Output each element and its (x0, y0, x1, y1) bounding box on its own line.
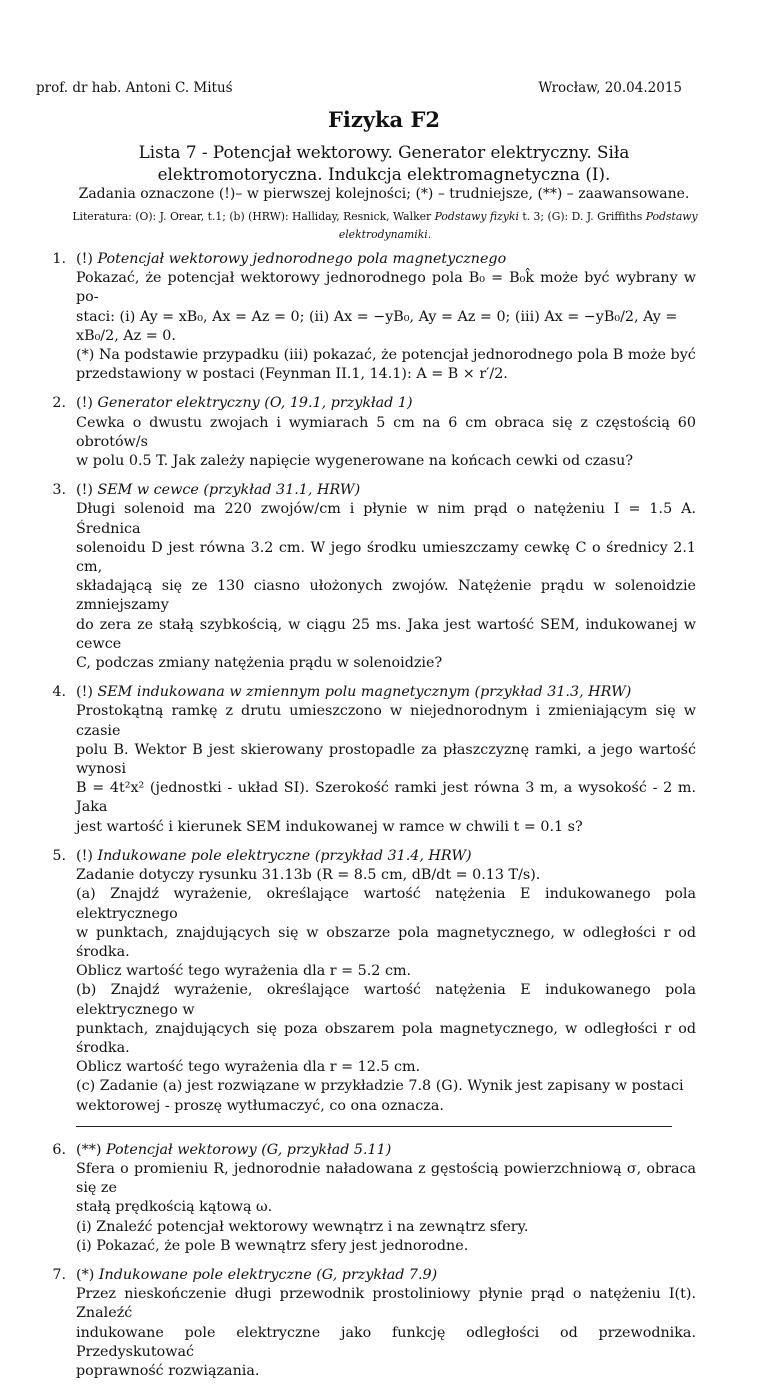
literature-book-2: Podstawy elektrodynamiki (338, 210, 698, 241)
task-text-line: polu B. Wektor B jest skierowany prostopadle za płaszczyznę ramki, a jego wartość wynosi (76, 741, 696, 778)
task-text-line: xB₀/2, Az = 0. (76, 327, 176, 344)
task-number: 7. (52, 1266, 66, 1283)
task-title: SEM indukowana w zmiennym polu magnetycznym (przykład 31.3, HRW) (97, 684, 632, 701)
task-text-line: w punktach, znajdujących się w obszarze pola magnetycznego, w odległości r od środka. (76, 924, 696, 960)
task-list (36, 250, 696, 1391)
task-item (36, 683, 696, 837)
task-text-line: indukowane pole elektryczne jako funkcję odległości od przewodnika. Przedyskutować (76, 1324, 696, 1360)
task-heading (76, 394, 696, 413)
task-number: 6. (52, 1141, 66, 1158)
task-item (36, 250, 696, 384)
task-text-line: Sfera o promieniu R, jednorodnie naładowana z gęstością powierzchniową σ, obraca się ze (76, 1160, 696, 1197)
task-text-line: Cewka o dwustu zwojach i wymiarach 5 cm na 6 cm obraca się z częstością 60 obrotów/s (76, 414, 696, 450)
task-text-line: C, podczas zmiany natężenia prądu w solenoidzie? (76, 655, 443, 672)
task-title: SEM w cewce (przykład 31.1, HRW) (97, 482, 361, 499)
task-difficulty-mark: (!) (76, 395, 93, 412)
course-title: Fizyka F2 (327, 107, 440, 132)
task-title: Indukowane pole elektryczne (G, przykład 7.9) (98, 1266, 438, 1283)
task-item (36, 481, 696, 673)
task-title: Generator elektryczny (O, 19.1, przykład 1) (97, 395, 413, 412)
difficulty-legend: Zadania oznaczone (!)– w pierwszej kolejności; (*) – trudniejsze, (**) – zaawansowane. (78, 186, 690, 202)
task-difficulty-mark: (**) (76, 1141, 102, 1158)
task-number: 5. (52, 847, 66, 864)
task-text-line: poprawność rozwiązania. (76, 1362, 260, 1379)
task-text-line: stałą prędkością kątową ω. (76, 1199, 273, 1216)
task-heading (76, 1141, 696, 1160)
literature-book-1: Podstawy fizyki (434, 210, 519, 223)
subtitle-line-2: elektromotoryczna. Indukcja elektromagnetyczna (I). (157, 164, 611, 184)
task-number: 3. (52, 482, 66, 499)
literature-text-1: Literatura: (O): J. Orear, t.1; (b) (HRW): Halliday, Resnick, Walker (72, 210, 435, 223)
task-heading (76, 1266, 696, 1285)
task-number: 2. (52, 395, 66, 412)
task-heading (76, 847, 696, 866)
list-subtitle (110, 141, 658, 185)
task-text-line: (i) Pokazać, że pole B wewnątrz sfery jest jednorodne. (76, 1237, 469, 1254)
task-title: Potencjał wektorowy (G, przykład 5.11) (106, 1141, 392, 1158)
task-item (36, 394, 696, 471)
section-divider (76, 1126, 672, 1127)
task-title: Indukowane pole elektryczne (przykład 31.4, HRW) (97, 847, 472, 864)
task-difficulty-mark: (!) (76, 482, 93, 499)
task-text-line: punktach, znajdujących się poza obszarem pola magnetycznego, w odległości r od środka. (76, 1020, 696, 1056)
task-text-line: Oblicz wartość tego wyrażenia dla r = 5.2 cm. (76, 963, 412, 980)
task-number: 4. (52, 684, 66, 701)
task-heading (76, 250, 696, 269)
task-text-line: Prostokątną ramkę z drutu umieszczono w niejednorodnym i zmieniającym się w czasie (76, 703, 696, 739)
task-item (36, 847, 696, 1116)
task-text-line: B = 4t²x² (jednostki - układ SI). Szerokość ramki jest równa 3 m, a wysokość - 2 m. Jaka (76, 780, 696, 816)
literature-note (60, 208, 710, 244)
task-text-line: (c) Zadanie (a) jest rozwiązane w przykładzie 7.8 (G). Wynik jest zapisany w postaci (76, 1078, 684, 1095)
task-difficulty-mark: (*) (76, 1266, 95, 1283)
literature-text-2: t. 3; (G): D. J. Griffiths (518, 210, 646, 223)
task-item (36, 1266, 696, 1381)
task-text-line: staci: (i) Ay = xB₀, Ax = Az = 0; (ii) Ax = −yB₀, Ay = Az = 0; (iii) Ax = −yB₀/2, Ay = (76, 308, 678, 325)
task-text-line: składającą się ze 130 ciasno ułożonych zwojów. Natężenie prądu w solenoidzie zmniejszamy (76, 578, 696, 614)
literature-text-3: . (427, 228, 432, 241)
task-text-line: Oblicz wartość tego wyrażenia dla r = 12.5 cm. (76, 1059, 421, 1076)
task-text-line: solenoidu D jest równa 3.2 cm. W jego środku umieszczamy cewkę C o średnicy 2.1 cm, (76, 539, 696, 576)
subtitle-line-1: Lista 7 - Potencjał wektorowy. Generator elektryczny. Siła (138, 142, 630, 162)
task-text-line: (a) Znajdź wyrażenie, określające wartość natężenia E indukowanego pola elektrycznego (76, 886, 696, 922)
task-difficulty-mark: (!) (76, 847, 93, 864)
task-title: Potencjał wektorowy jednorodnego pola magnetycznego (97, 251, 507, 267)
task-text-line: (*) Na podstawie przypadku (iii) pokazać, że potencjał jednorodnego pola B może być (76, 347, 696, 364)
task-text-line: przedstawiony w postaci (Feynman II.1, 14.1): A = B × r′/2. (76, 366, 508, 383)
task-heading (76, 683, 696, 702)
task-text-line: w polu 0.5 T. Jak zależy napięcie wygenerowane na końcach cewki od czasu? (76, 453, 633, 470)
task-text-line: Długi solenoid ma 220 zwojów/cm i płynie w nim prąd o natężeniu I = 1.5 A. Średnica (76, 501, 696, 537)
task-text-line: (b) Znajdź wyrażenie, określające wartość natężenia E indukowanego pola elektrycznego w (76, 982, 696, 1018)
author-name: prof. dr hab. Antoni C. Mituś (36, 80, 233, 96)
task-text-line: Zadanie dotyczy rysunku 31.13b (R = 8.5 cm, dB/dt = 0.13 T/s). (76, 867, 541, 884)
task-item (36, 1141, 696, 1256)
place-date: Wrocław, 20.04.2015 (538, 80, 682, 96)
task-heading (76, 481, 696, 500)
task-text-line: Pokazać, że potencjał wektorowy jednorodnego pola B₀ = B₀k̂ może być wybrany w po- (76, 270, 696, 306)
task-text-line: jest wartość i kierunek SEM indukowanej w ramce w chwili t = 0.1 s? (76, 818, 583, 835)
task-text-line: wektorowej - proszę wytłumaczyć, co ona oznacza. (76, 1097, 444, 1114)
task-text-line: (i) Znaleźć potencjał wektorowy wewnątrz i na zewnątrz sfery. (76, 1218, 529, 1235)
task-text-line: Przez nieskończenie długi przewodnik prostoliniowy płynie prąd o natężeniu I(t). Znaleźć (76, 1286, 696, 1322)
task-difficulty-mark: (!) (76, 251, 93, 267)
task-number: 1. (52, 251, 66, 267)
task-text-line: do zera ze stałą szybkością, w ciągu 25 ms. Jaka jest wartość SEM, indukowanej w cewce (76, 616, 696, 652)
task-difficulty-mark: (!) (76, 684, 93, 701)
